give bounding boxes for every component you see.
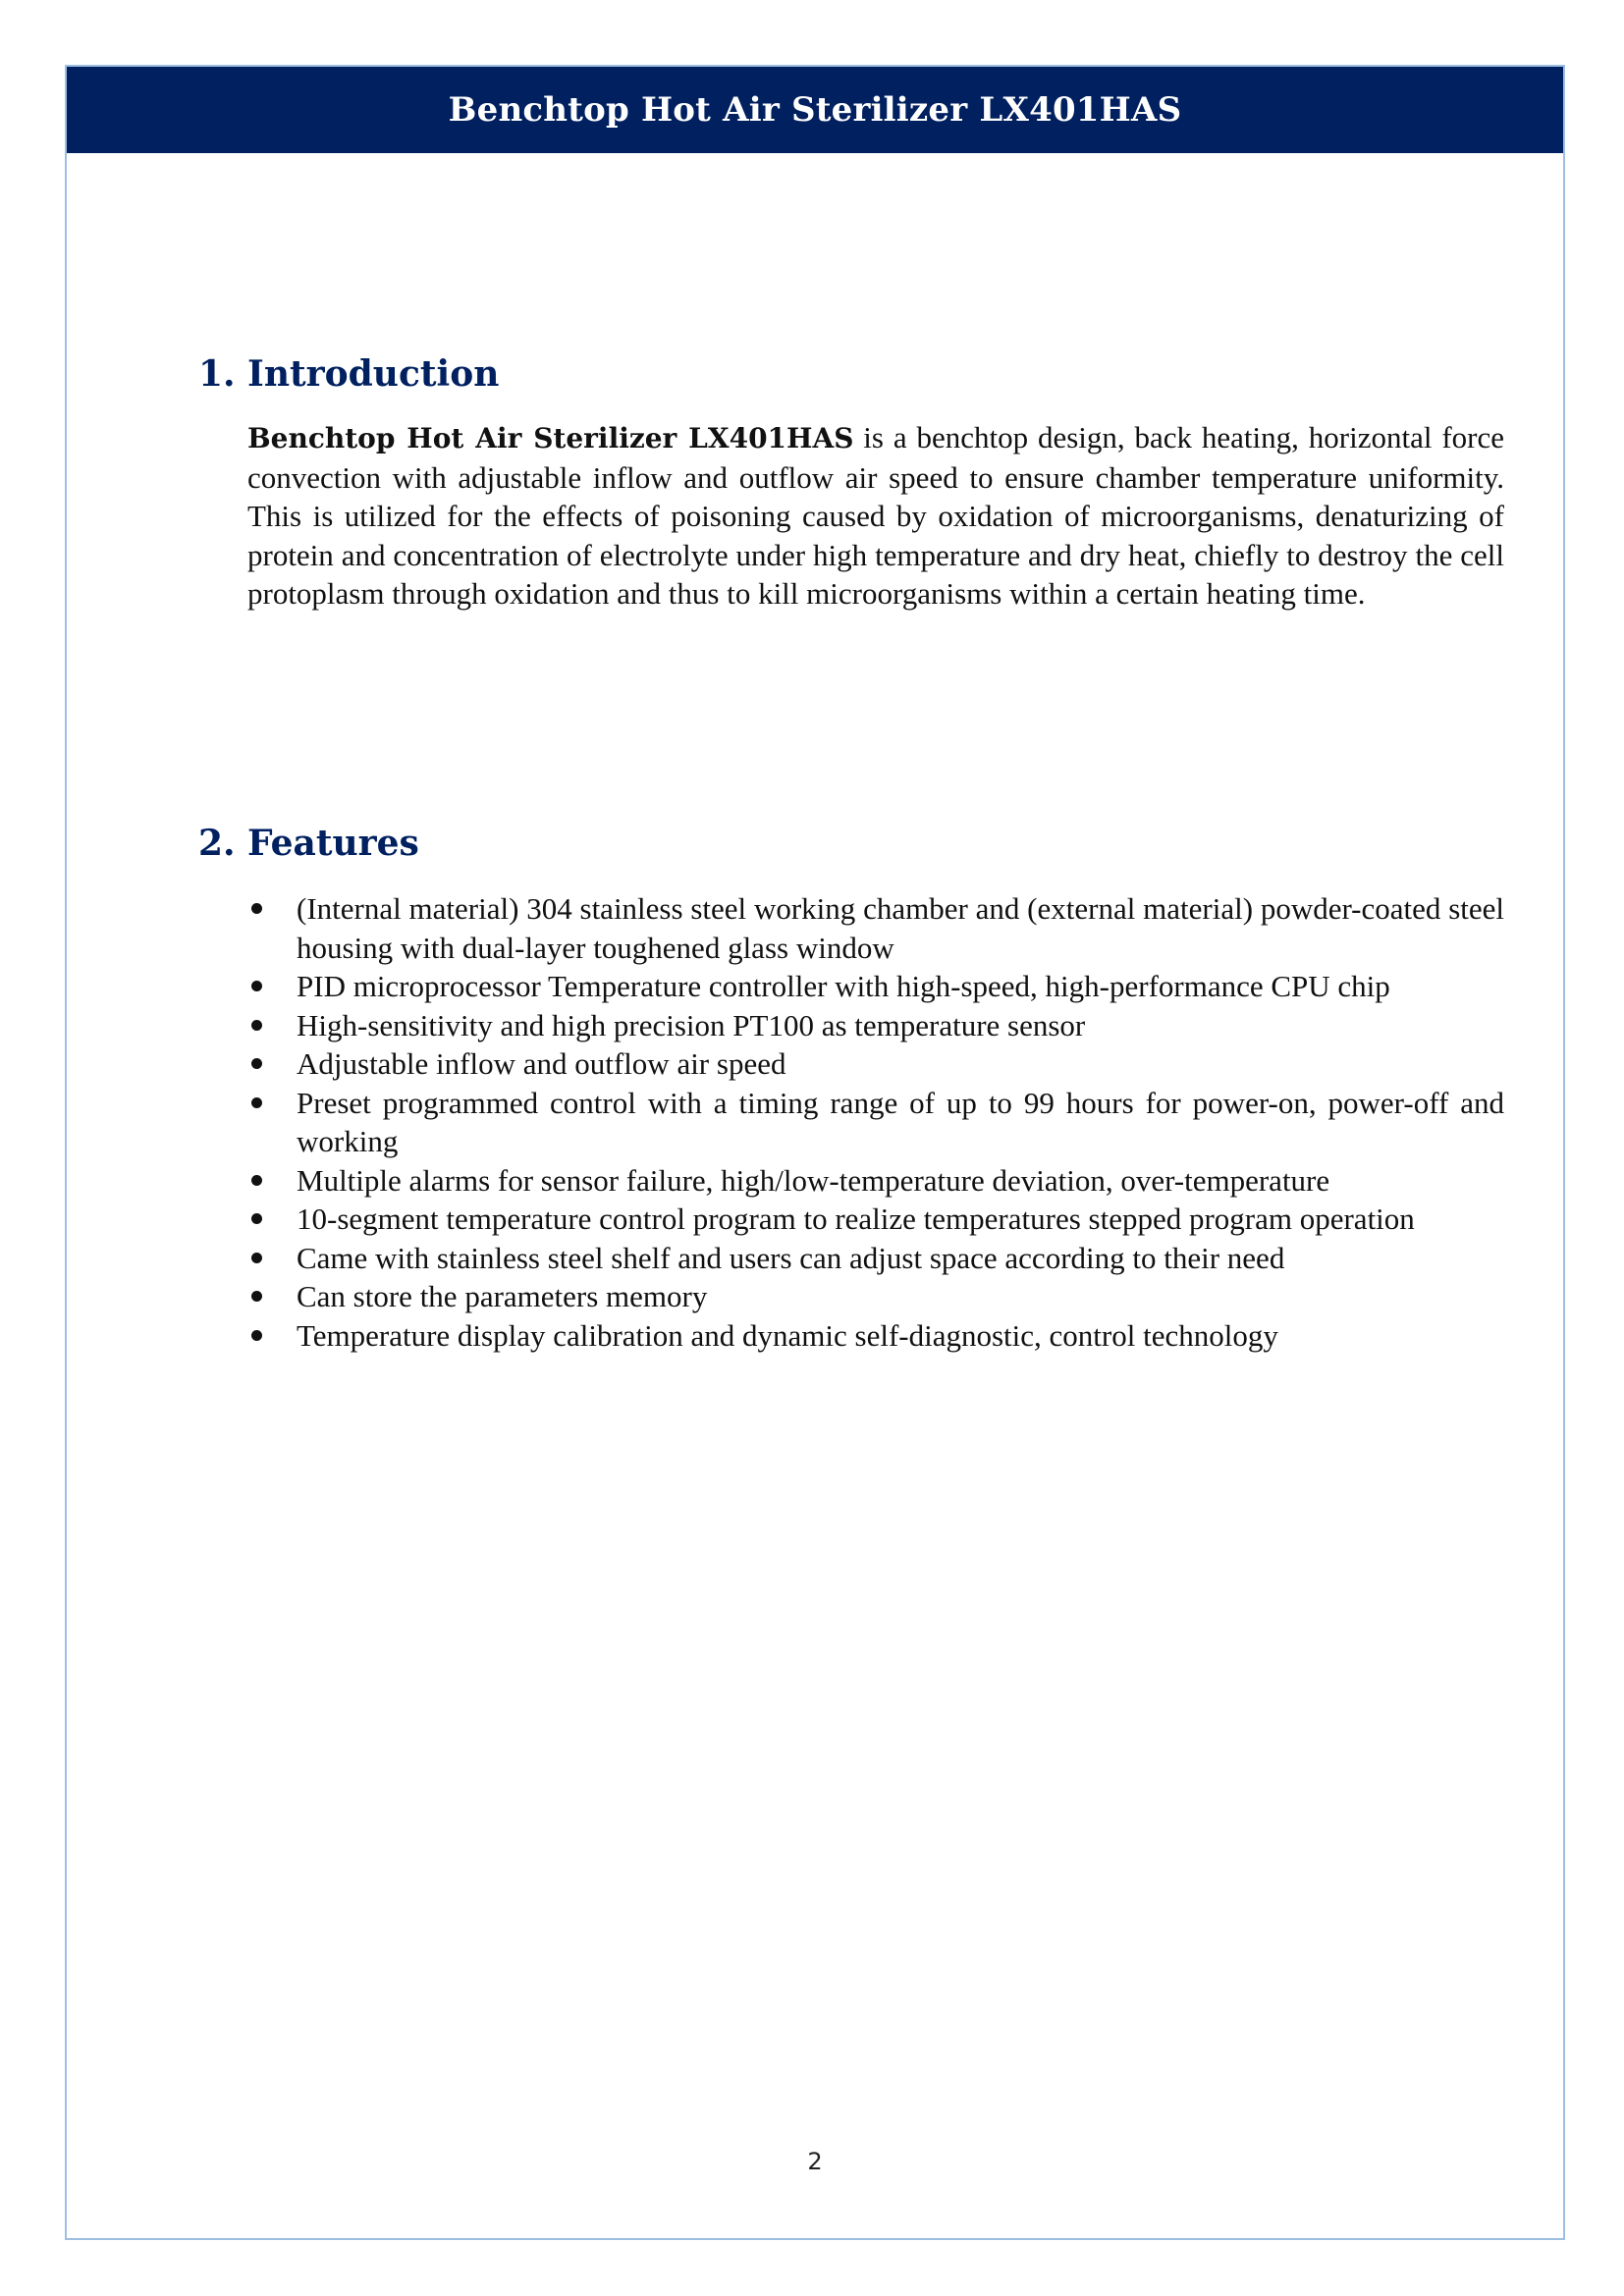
feature-text: (Internal material) 304 stainless steel working chamber and (external material) powder-coated steel housing with dual-layer toughened glass window: [297, 891, 1504, 965]
bullet-icon: [251, 1097, 262, 1108]
list-item: [247, 1200, 1504, 1239]
feature-text: Can store the parameters memory: [297, 1279, 708, 1313]
introduction-lead: Benchtop Hot Air Sterilizer LX401HAS: [247, 422, 854, 454]
features-number: 2.: [198, 823, 236, 864]
bullet-icon: [251, 1213, 262, 1224]
list-item: [247, 967, 1504, 1006]
bullet-icon: [251, 1330, 262, 1341]
bullet-icon: [251, 1020, 262, 1031]
features-section: [198, 823, 1504, 1355]
feature-text: Came with stainless steel shelf and users can adjust space according to their need: [297, 1240, 1285, 1275]
bullet-icon: [251, 903, 262, 914]
features-heading-text: Features: [247, 823, 419, 864]
list-item: [247, 1277, 1504, 1316]
list-item: [247, 1084, 1504, 1161]
list-item: [247, 1316, 1504, 1356]
list-item: [247, 1044, 1504, 1084]
introduction-heading-text: Introduction: [247, 353, 500, 395]
bullet-icon: [251, 1253, 262, 1263]
feature-text: Temperature display calibration and dynamic self-diagnostic, control technology: [297, 1317, 1278, 1353]
feature-text: Adjustable inflow and outflow air speed: [297, 1046, 786, 1081]
bullet-icon: [251, 981, 262, 991]
feature-text: Preset programmed control with a timing range of up to 99 hours for power-on, power-off and working: [297, 1085, 1504, 1158]
feature-text: 10-segment temperature control program to realize temperatures stepped program operation: [297, 1201, 1415, 1236]
bullet-icon: [251, 1291, 262, 1302]
page-number: 2: [807, 2148, 823, 2175]
document-title: Benchtop Hot Air Sterilizer LX401HAS: [448, 90, 1182, 130]
bullet-icon: [251, 1058, 262, 1069]
list-item: [247, 889, 1504, 967]
features-heading: [198, 823, 1504, 864]
introduction-number: 1.: [198, 353, 236, 395]
list-item: [247, 1239, 1504, 1278]
feature-text: High-sensitivity and high precision PT100 as temperature sensor: [297, 1007, 1086, 1042]
feature-text: Multiple alarms for sensor failure, high/low-temperature deviation, over-temperature: [297, 1162, 1330, 1198]
introduction-paragraph: [247, 418, 1504, 614]
bullet-icon: [251, 1175, 262, 1186]
header-bar: [67, 67, 1563, 153]
introduction-section: [198, 353, 1504, 614]
introduction-heading: [198, 353, 1504, 395]
list-item: [247, 1161, 1504, 1201]
features-list: [247, 889, 1504, 1355]
page-frame: [65, 65, 1565, 2240]
introduction-body: is a benchtop design, back heating, horizontal force convection with adjustable inflow and outflow air speed to ensure chamber temperature uniformity. This is utilized for the effects of poisoning caused by oxidation of microorganisms, denaturizing of protein and concentration of electrolyte under high temperature and dry heat, chiefly to destroy the cell protoplasm through oxidation and thus to kill microorganisms within a certain heating time.: [247, 420, 1504, 611]
feature-text: PID microprocessor Temperature controller with high-speed, high-performance CPU chip: [297, 969, 1390, 1003]
list-item: [247, 1006, 1504, 1045]
